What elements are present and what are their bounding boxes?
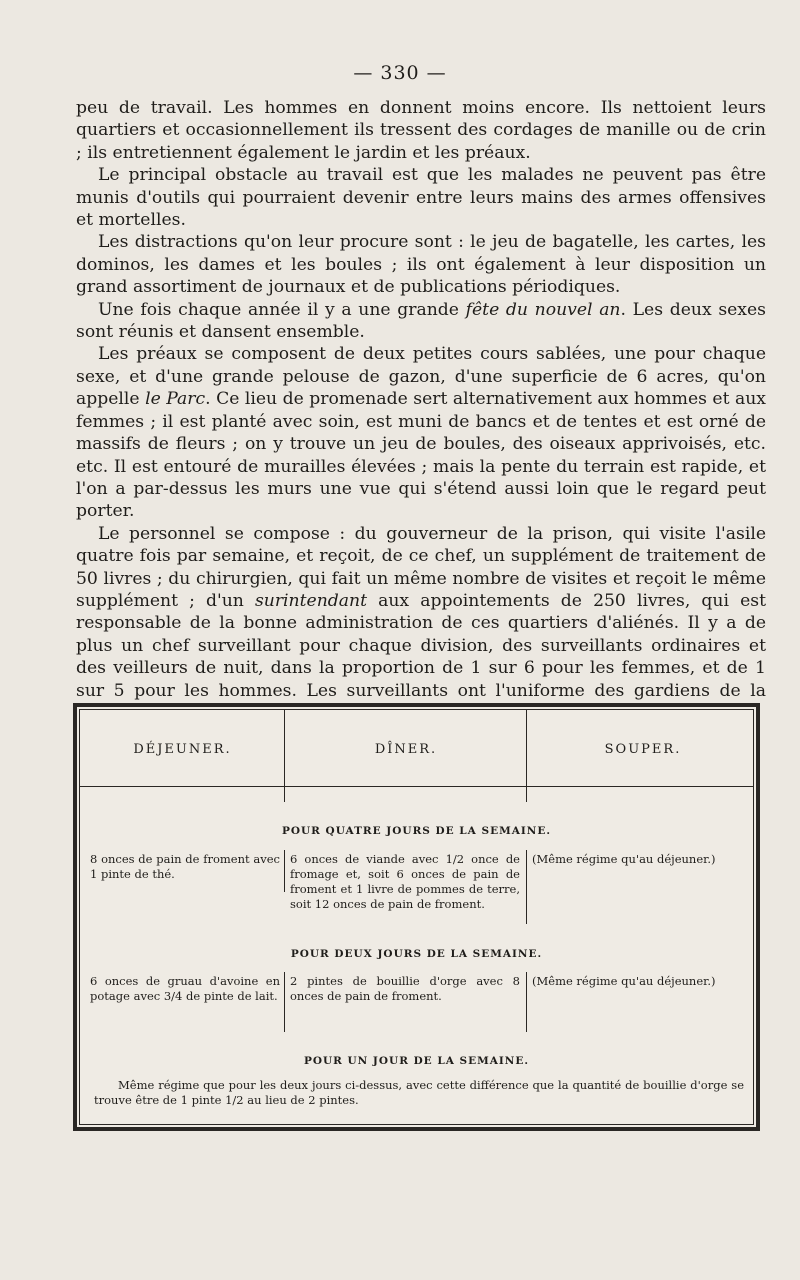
cell-dejeuner-1: 8 onces de pain de froment avec 1 pinte de thé.	[90, 852, 280, 881]
paragraph-3: Les distractions qu'on leur procure sont : le jeu de bagatelle, les cartes, les dominos, les dames et les boules ; ils ont également à leur disposition un grand assortiment de journaux et de publications périodiques.	[76, 232, 766, 298]
paragraph-1: peu de travail. Les hommes en donnent moins encore. Ils nettoient leurs quartiers et occasionnellement ils tressent des cordages de manille ou de crin ; ils entretiennent également le jardin et les préaux.	[76, 98, 766, 163]
table-note: Même régime que pour les deux jours ci-dessus, avec cette différence que la quantité de bouillie d'orge se trouve être de 1 pinte 1/2 au lieu de 2 pintes.	[94, 1078, 744, 1107]
paragraph-4-text-b: . Les deux sexes sont réunis et dansent ensemble.	[76, 299, 766, 343]
paragraph-4-italic: fête du nouvel an	[465, 299, 621, 320]
cell-souper-1: (Même régime qu'au déjeuner.)	[532, 852, 716, 866]
header-dejeuner: DÉJEUNER.	[133, 742, 232, 757]
header-divider	[80, 786, 753, 787]
paragraph-6	[76, 523, 766, 725]
col-divider-1b	[526, 850, 527, 924]
cell-diner-2: 2 pintes de bouillie d'orge avec 8 onces de pain de froment.	[290, 974, 520, 1003]
paragraph-5	[76, 343, 766, 522]
page-number: — 330 —	[353, 62, 447, 84]
paragraph-6-text-a: Le personnel se compose : du gouverneur de la prison, qui visite l'asile quatre fois par semaine, et reçoit, de ce chef, un supplément de traitement de 50 livres ; du chirurgien, qui fait un même nombre de visites et reçoit le même supplément ; d'un	[76, 523, 766, 611]
section-title-deux-jours: POUR DEUX JOURS DE LA SEMAINE.	[290, 948, 543, 960]
section-title-quatre-jours: POUR QUATRE JOURS DE LA SEMAINE.	[281, 825, 552, 837]
section-title-un-jour: POUR UN JOUR DE LA SEMAINE.	[303, 1055, 530, 1067]
col-divider-2b	[526, 972, 527, 1032]
diet-table	[73, 703, 760, 1131]
header-col-divider-2	[526, 710, 527, 802]
header-col-divider-1	[284, 710, 285, 802]
paragraph-4	[76, 299, 766, 344]
col-divider-1a	[284, 850, 285, 892]
cell-dejeuner-2: 6 onces de gruau d'avoine en potage avec 3/4 de pinte de lait.	[90, 974, 280, 1003]
diet-table-inner	[79, 709, 754, 1125]
paragraph-6-text-b: aux appointements de 250 livres, qui est responsable de la bonne administration de ces quartiers d'aliénés. Il y a de plus un chef surveillant pour chaque division, des surveillants ordinaires et des veilleurs de nuit, dans la proportion de 1 sur 6 pour les femmes, et de 1 sur 5 pour les hommes. Les surveillants ont l'uniforme des gardiens de la	[76, 590, 766, 701]
col-divider-2a	[284, 972, 285, 1032]
paragraph-6-italic: surintendant	[254, 590, 367, 611]
paragraph-4-text-a: Une fois chaque année il y a une grande	[98, 299, 466, 320]
header-diner: DÎNER.	[374, 742, 438, 757]
paragraph-5-text-b: . Ce lieu de promenade sert alternativement aux hommes et aux femmes ; il est planté avec soin, est muni de bancs et de tentes et est orné de massifs de fleurs ; on y trouve un jeu de boules, des oiseaux apprivoisés, etc. etc. Il est entouré de murailles élevées ; mais la pente du terrain est rapide, et l'on a par-dessus les murs une vue qui s'étend aussi loin que le regard peut porter.	[76, 389, 766, 522]
paragraph-2: Le principal obstacle au travail est que les malades ne peuvent pas être munis d'outils qui pourraient devenir entre leurs mains des armes offensives et mortelles.	[76, 165, 766, 231]
header-souper: SOUPER.	[604, 742, 682, 757]
cell-souper-2: (Même régime qu'au déjeuner.)	[532, 974, 716, 988]
cell-diner-1: 6 onces de viande avec 1/2 once de fromage et, soit 6 onces de pain de froment et 1 livre de pommes de terre, soit 12 onces de pain de froment.	[290, 852, 520, 911]
paragraph-5-text-a: Les préaux se composent de deux petites cours sablées, une pour chaque sexe, et d'une grande pelouse de gazon, d'une superficie de 6 acres, qu'on appelle	[76, 344, 766, 410]
body-text	[76, 97, 766, 747]
paragraph-5-italic: le Parc	[145, 389, 206, 410]
